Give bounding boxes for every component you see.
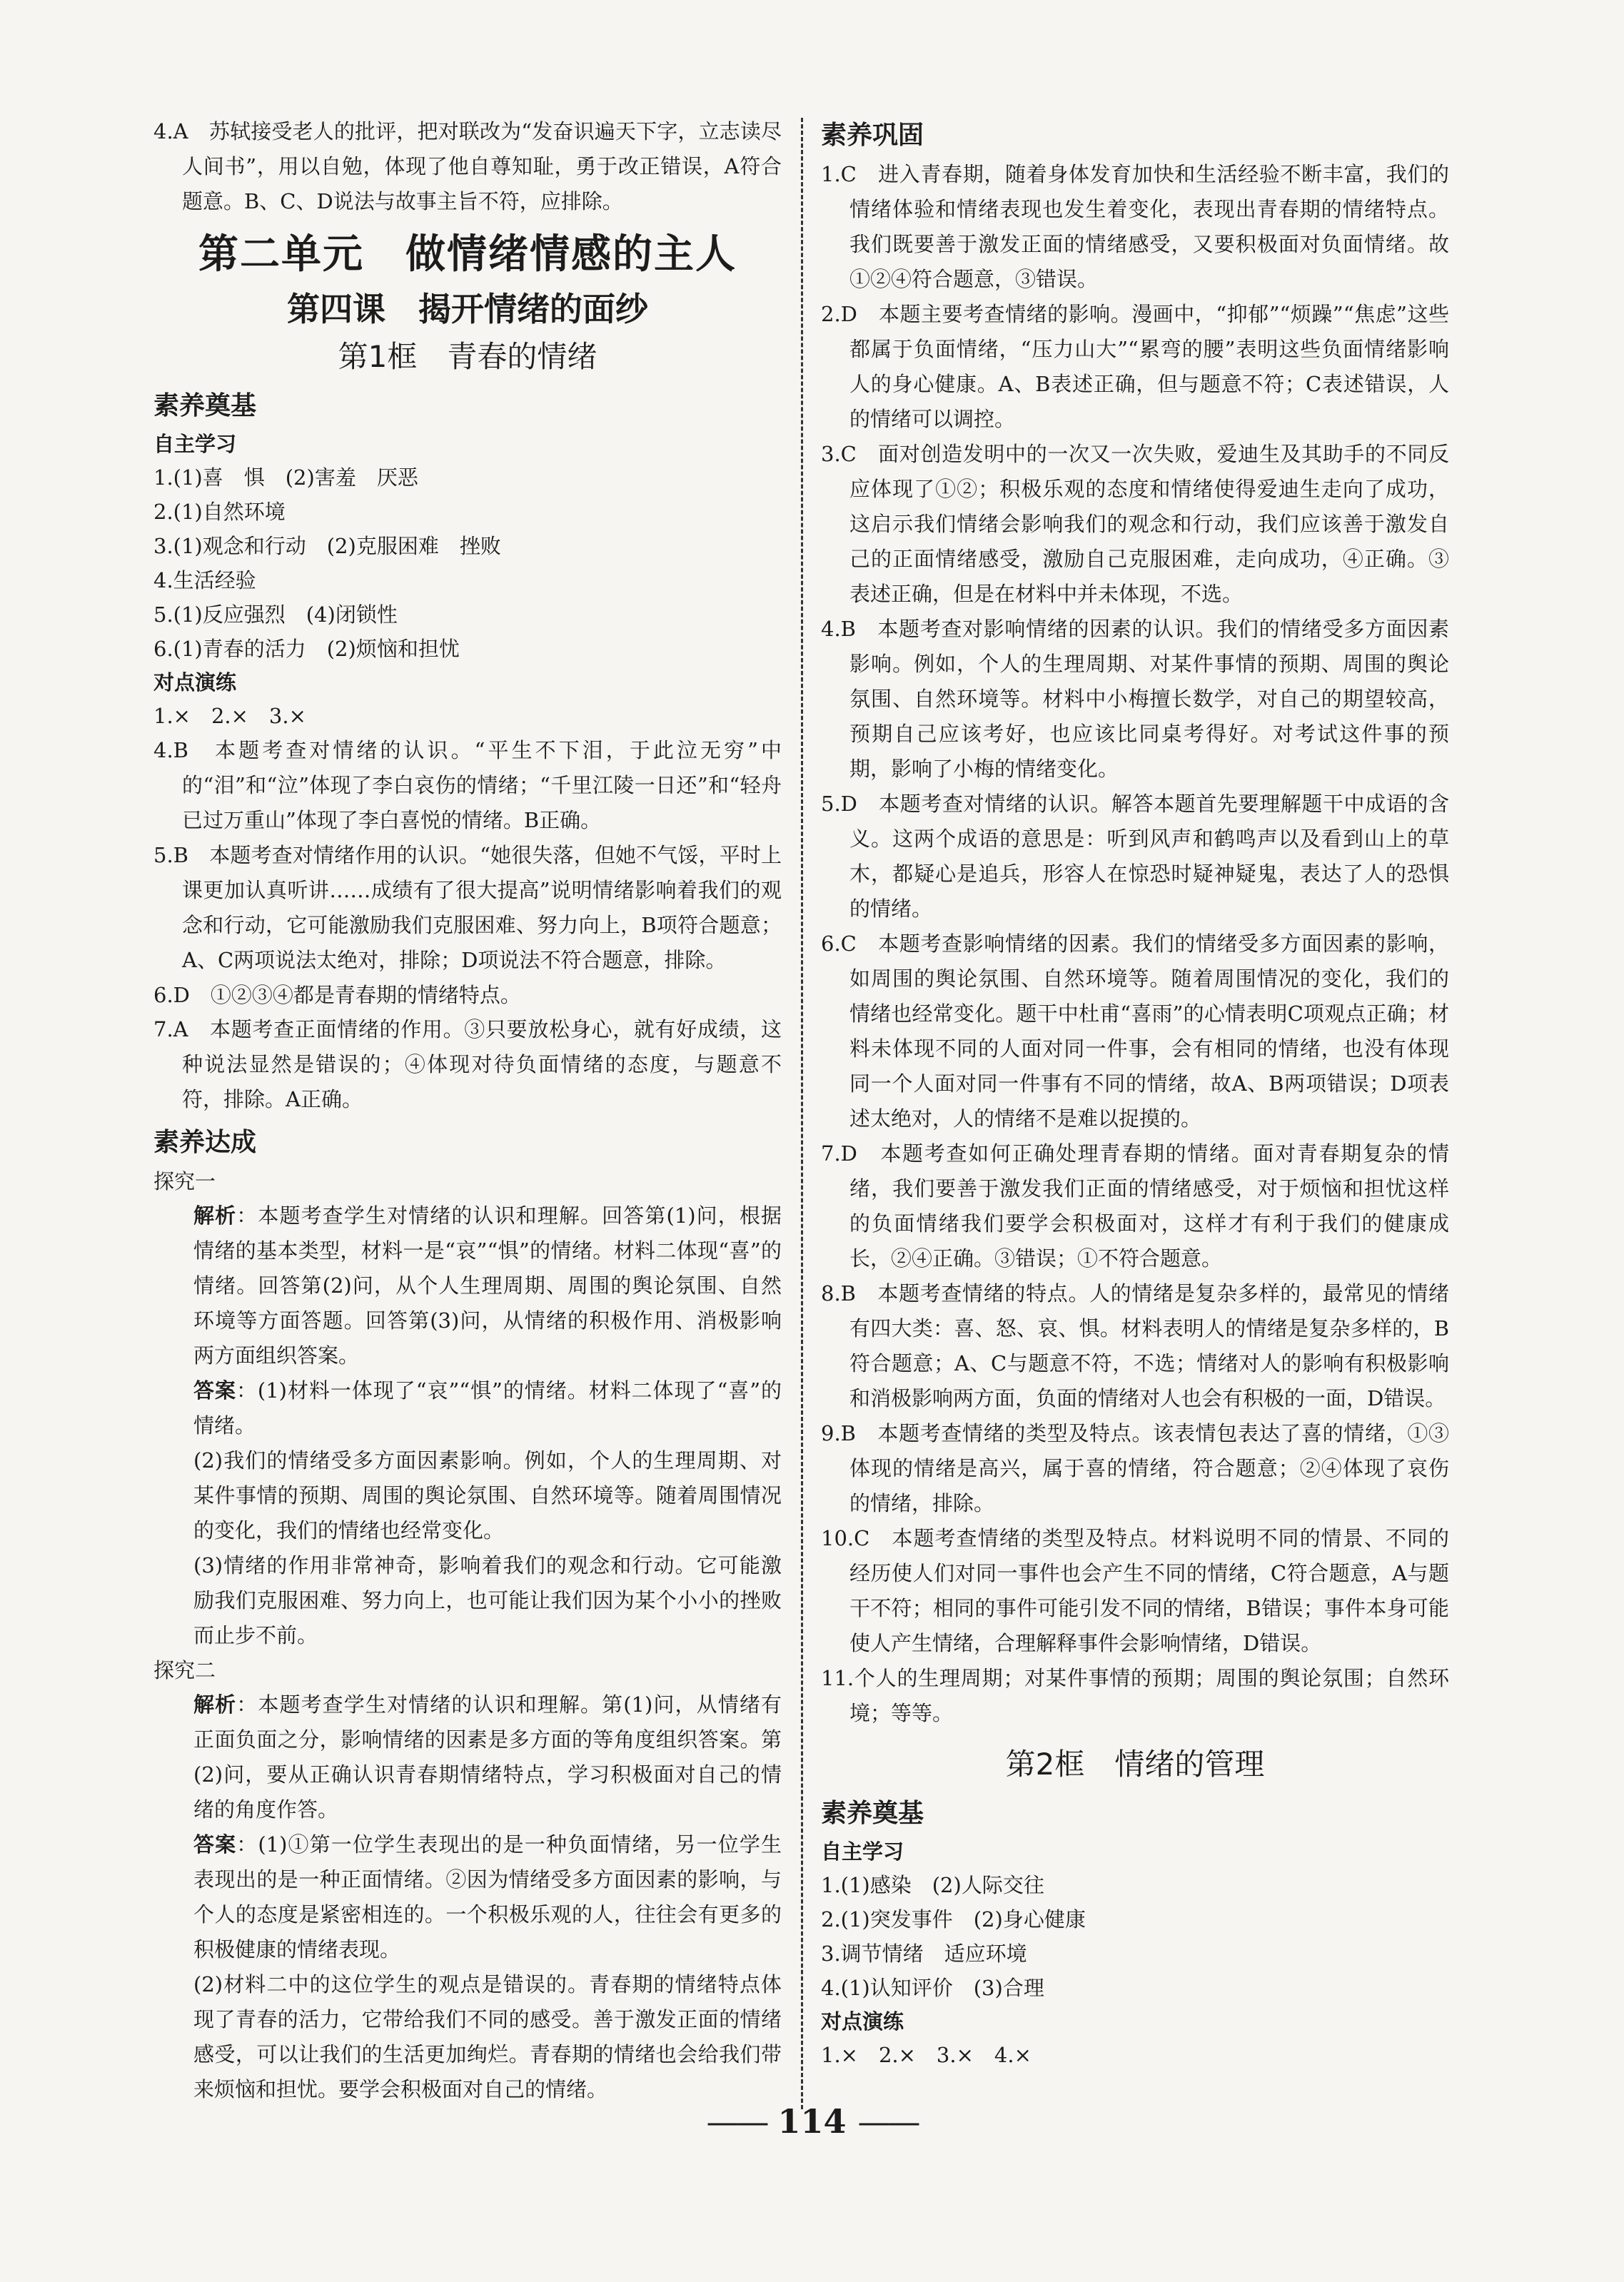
section-heading-suyang-dacheng: 素养达成 — [153, 1128, 257, 1157]
zizhu-item: 3.调节情绪 适应环境 — [821, 1942, 1027, 1966]
answer-text: ：(1)①第一位学生表现出的是一种负面情绪，另一位学生表现出的是一种正面情绪。②因为情绪受多方面因素的影响，与个人的态度是紧密相连的。一个积极乐观的人，往往会有更多的积极健康的情绪表现。 — [193, 1832, 782, 1962]
zizhu-item: 1.(1)感染 (2)人际交往 — [821, 1873, 1044, 1897]
explore-1-answer — [153, 1373, 782, 1443]
answer-label: 答案 — [193, 1378, 236, 1403]
frame-2-title: 第2框 情绪的管理 — [1005, 1747, 1265, 1782]
zizhu-item: 4.(1)认知评价 (3)合理 — [821, 1976, 1044, 2000]
answer-text: ：(1)材料一体现了“哀”“惧”的情绪。材料二体现了“喜”的情绪。 — [193, 1378, 782, 1438]
section-heading-suyang-gonggu: 素养巩固 — [821, 121, 924, 150]
frame-title: 第1框 青春的情绪 — [338, 339, 597, 374]
explore-1-answer-part-3: (3)情绪的作用非常神奇，影响着我们的观念和行动。它可能激励我们克服困难、努力向上，也可能让我们因为某个小小的挫败而止步不前。 — [193, 1553, 782, 1647]
page-number-dash-right: —— — [857, 2102, 918, 2141]
duidian-item: 7.A 本题考查正面情绪的作用。③只要放松身心，就有好成绩，这种说法显然是错误的；④体现对待负面情绪的态度，与题意不符，排除。A正确。 — [153, 1017, 782, 1111]
page-number — [0, 2102, 1624, 2141]
page-number-dash-left: —— — [706, 2102, 767, 2141]
zizhu-item: 6.(1)青春的活力 (2)烦恼和担忧 — [153, 637, 460, 661]
duidian-item: 1.× 2.× 3.× — [153, 704, 306, 728]
subheading-duidian-yanlian: 对点演练 — [153, 670, 237, 695]
gonggu-item: 6.C 本题考查影响情绪的因素。我们的情绪受多方面因素的影响，如周围的舆论氛围、自然环境等。随着周围情况的变化，我们的情绪也经常变化。题干中杜甫“喜雨”的心情表明C项观点正确；材料未体现不同的人面对同一件事，会有相同的情绪，也没有体现同一个人面对同一件事有不同的情绪，故A、B两项错误；D项表述太绝对，人的情绪不是难以捉摸的。 — [821, 932, 1449, 1131]
intro-answer-4: 4.A 苏轼接受老人的批评，把对联改为“发奋识遍天下字，立志读尽人间书”，用以自勉，体现了他自尊知耻，勇于改正错误，A符合题意。B、C、D说法与故事主旨不符，应排除。 — [153, 119, 782, 213]
subheading-duidian-yanlian-2: 对点演练 — [821, 2009, 904, 2034]
unit-title: 第二单元 做情绪情感的主人 — [198, 231, 737, 278]
zizhu-item: 3.(1)观念和行动 (2)克服困难 挫败 — [153, 534, 501, 558]
subheading-zizhu-xuexi: 自主学习 — [153, 432, 237, 456]
right-column — [821, 114, 1449, 2072]
duidian-item: 5.B 本题考查对情绪作用的认识。“她很失落，但她不气馁，平时上课更加认真听讲……成绩有了很大提高”说明情绪影响着我们的观念和行动，它可能激励我们克服困难、努力向上，B项符合题意；A、C两项说法太绝对，排除；D项说法不符合题意，排除。 — [153, 843, 782, 972]
zizhu-item: 2.(1)突发事件 (2)身心健康 — [821, 1907, 1086, 1932]
gonggu-item: 7.D 本题考查如何正确处理青春期的情绪。面对青春期复杂的情绪，我们要善于激发我们正面的情绪感受，对于烦恼和担忧这样的负面情绪我们要学会积极面对，这样才有利于我们的健康成长，②④正确。③错误；①不符合题意。 — [821, 1141, 1449, 1271]
column-divider — [801, 118, 803, 2109]
analysis-label: 解析 — [193, 1203, 237, 1228]
lesson-title: 第四课 揭开情绪的面纱 — [287, 290, 648, 328]
duidian-item: 4.B 本题考查对情绪的认识。“平生不下泪，于此泣无穷”中的“泪”和“泣”体现了李白哀伤的情绪；“千里江陵一日还”和“轻舟已过万重山”体现了李白喜悦的情绪。B正确。 — [153, 738, 782, 832]
analysis-text: ：本题考查学生对情绪的认识和理解。第(1)问，从情绪有正面负面之分，影响情绪的因素是多方面的等角度组织答案。第(2)问，要从正确认识青春期情绪特点，学习积极面对自己的情绪的角度作答。 — [193, 1692, 782, 1822]
page-number-value: 114 — [777, 2102, 847, 2141]
left-column — [153, 114, 782, 2107]
gonggu-item: 8.B 本题考查情绪的特点。人的情绪是复杂多样的，最常见的情绪有四大类：喜、怒、哀、惧。材料表明人的情绪是复杂多样的，B符合题意；A、C与题意不符，不选；情绪对人的影响有积极影响和消极影响两方面，负面的情绪对人也会有积极的一面，D错误。 — [821, 1281, 1449, 1410]
zizhu-item: 2.(1)自然环境 — [153, 500, 286, 524]
gonggu-item: 10.C 本题考查情绪的类型及特点。材料说明不同的情景、不同的经历使人们对同一事件也会产生不同的情绪，C符合题意，A与题干不符；相同的事件可能引发不同的情绪，B错误；事件本身可能使人产生情绪，合理解释事件会影响情绪，D错误。 — [821, 1526, 1449, 1655]
explore-2-analysis — [153, 1687, 782, 1827]
gonggu-item: 11.个人的生理周期；对某件事情的预期；周围的舆论氛围；自然环境；等等。 — [821, 1666, 1449, 1725]
zizhu-item: 4.生活经验 — [153, 568, 256, 592]
explore-2-answer-part-2: (2)材料二中的这位学生的观点是错误的。青春期的情绪特点体现了青春的活力，它带给我们不同的感受。善于激发正面的情绪感受，可以让我们的生活更加绚烂。青春期的情绪也会给我们带来烦恼和担忧。要学会积极面对自己的情绪。 — [193, 1972, 782, 2101]
explore-2-answer — [153, 1827, 782, 1967]
section-heading-suyang-dianji-2: 素养奠基 — [821, 1799, 924, 1828]
explore-1-analysis — [153, 1198, 782, 1373]
explore-2-title: 探究二 — [153, 1658, 216, 1682]
gonggu-item: 5.D 本题考查对情绪的认识。解答本题首先要理解题干中成语的含义。这两个成语的意思是：听到风声和鹤鸣声以及看到山上的草木，都疑心是追兵，形容人在惊恐时疑神疑鬼，表达了人的恐惧的情绪。 — [821, 792, 1449, 921]
duidian-item: 1.× 2.× 3.× 4.× — [821, 2043, 1032, 2067]
analysis-text: ：本题考查学生对情绪的认识和理解。回答第(1)问，根据情绪的基本类型，材料一是“哀”“惧”的情绪。材料二体现“喜”的情绪。回答第(2)问，从个人生理周期、周围的舆论氛围、自然环境等方面答题。回答第(3)问，从情绪的积极作用、消极影响两方面组织答案。 — [193, 1203, 782, 1368]
zizhu-item: 5.(1)反应强烈 (4)闭锁性 — [153, 602, 398, 627]
section-heading-suyang-dianji: 素养奠基 — [153, 391, 257, 420]
gonggu-item: 2.D 本题主要考查情绪的影响。漫画中，“抑郁”“烦躁”“焦虑”这些都属于负面情绪，“压力山大”“累弯的腰”表明这些负面情绪影响人的身心健康。A、B表述正确，但与题意不符；C表述错误，人的情绪可以调控。 — [821, 302, 1449, 431]
duidian-item: 6.D ①②③④都是青春期的情绪特点。 — [153, 983, 521, 1007]
analysis-label: 解析 — [193, 1692, 237, 1717]
answer-label: 答案 — [193, 1832, 237, 1857]
subheading-zizhu-xuexi-2: 自主学习 — [821, 1839, 904, 1864]
explore-1-answer-part-2: (2)我们的情绪受多方面因素影响。例如，个人的生理周期、对某件事情的预期、周围的舆论氛围、自然环境等。随着周围情况的变化，我们的情绪也经常变化。 — [193, 1448, 782, 1543]
gonggu-item: 9.B 本题考查情绪的类型及特点。该表情包表达了喜的情绪，①③体现的情绪是高兴，属于喜的情绪，符合题意；②④体现了哀伤的情绪，排除。 — [821, 1421, 1449, 1515]
explore-1-title: 探究一 — [153, 1169, 216, 1193]
gonggu-item: 4.B 本题考查对影响情绪的因素的认识。我们的情绪受多方面因素影响。例如，个人的生理周期、对某件事情的预期、周围的舆论氛围、自然环境等。材料中小梅擅长数学，对自己的期望较高，预期自己应该考好，也应该比同桌考得好。对考试这件事的预期，影响了小梅的情绪变化。 — [821, 617, 1449, 781]
zizhu-item: 1.(1)喜 惧 (2)害羞 厌恶 — [153, 465, 418, 490]
gonggu-item: 3.C 面对创造发明中的一次又一次失败，爱迪生及其助手的不同反应体现了①②；积极乐观的态度和情绪使得爱迪生走向了成功，这启示我们情绪会影响我们的观念和行动，我们应该善于激发自己的正面情绪感受，激励自己克服困难，走向成功，④正确。③表述正确，但是在材料中并未体现，不选。 — [821, 442, 1449, 606]
gonggu-item: 1.C 进入青春期，随着身体发育加快和生活经验不断丰富，我们的情绪体验和情绪表现也发生着变化，表现出青春期的情绪特点。我们既要善于激发正面的情绪感受，又要积极面对负面情绪。故①②④符合题意，③错误。 — [821, 162, 1449, 291]
